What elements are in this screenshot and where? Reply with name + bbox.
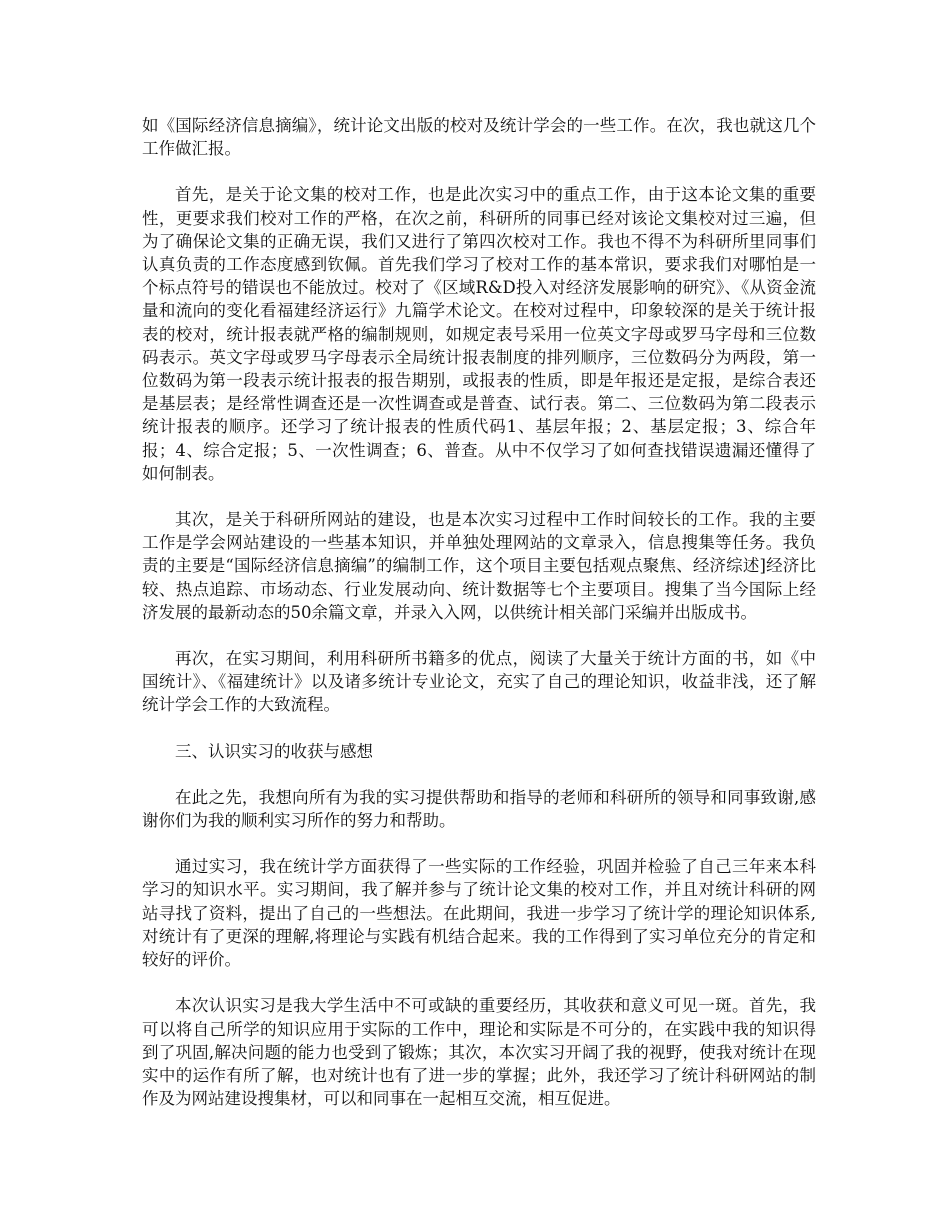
paragraph-reading: 再次，在实习期间，利用科研所书籍多的优点，阅读了大量关于统计方面的书，如《中国统计》、《福建统计》以及诸多统计专业论文，充实了自己的理论知识，收益非浅，还了解统计学会工作的大致流程。	[142, 649, 816, 715]
paragraph-proofreading: 首先，是关于论文集的校对工作，也是此次实习中的重点工作，由于这本论文集的重要性，更要求我们校对工作的严格，在次之前，科研所的同事已经对该论文集校对过三遍，但为了确保论文集的正确无误，我们又进行了第四次校对工作。我也不得不为科研所里同事们认真负责的工作态度感到钦佩。首先我们学习了校对工作的基本常识，要求我们对哪怕是一个标点符号的错误也不能放过。校对了《区域R&D投入对经济发展影响的研究》、《从资金流量和流向的变化看福建经济运行》九篇学术论文。在校对过程中，印象较深的是关于统计报表的校对，统计报表就严格的编制规则，如规定表号采用一位英文字母或罗马字母和三位数码表示。英文字母或罗马字母表示全局统计报表制度的排列顺序，三位数码分为两段，第一位数码为第一段表示统计报表的报告期别，或报表的性质，即是年报还是定报，是综合表还是基层表；是经常性调查还是一次性调查或是普查、试行表。第二、三位数码为第二段表示统计报表的顺序。还学习了统计报表的性质代码1、基层年报；2、基层定报；3、综合年报；4、综合定报；5、一次性调查；6、普查。从中不仅学习了如何查找错误遗漏还懂得了如何制表。	[142, 185, 816, 483]
paragraph-significance: 本次认识实习是我大学生活中不可或缺的重要经历，其收获和意义可见一斑。首先，我可以将自己所学的知识应用于实际的工作中，理论和实际是不可分的，在实践中我的知识得到了巩固,解决问题的能力也受到了锻炼；其次，本次实习开阔了我的视野，使我对统计在现实中的运作有所了解，也对统计也有了进一步的掌握；此外，我还学习了统计科研网站的制作及为网站建设搜集材，可以和同事在一起相互交流，相互促进。	[142, 996, 816, 1109]
section-heading: 三、认识实习的收获与感想	[175, 741, 373, 761]
document-body	[142, 114, 816, 1133]
paragraph-thanks: 在此之先，我想向所有为我的实习提供帮助和指导的老师和科研所的领导和同事致谢,感谢你们为我的顺利实习所作的努力和帮助。	[142, 787, 816, 831]
paragraph-experience: 通过实习，我在统计学方面获得了一些实际的工作经验，巩固并检验了自己三年来本科学习的知识水平。实习期间，我了解并参与了统计论文集的校对工作，并且对统计科研的网站寻找了资料，提出了自己的一些想法。在此期间，我进一步学习了统计学的理论知识体系,对统计有了更深的理解,将理论与实践有机结合起来。我的工作得到了实习单位充分的肯定和较好的评价。	[142, 857, 816, 970]
paragraph-website: 其次，是关于科研所网站的建设，也是本次实习过程中工作时间较长的工作。我的主要工作是学会网站建设的一些基本知识，并单独处理网站的文章录入，信息搜集等任务。我负责的主要是“国际经济信息摘编”的编制工作，这个项目主要包括观点聚焦、经济综述]经济比较、热点追踪、市场动态、行业发展动向、统计数据等七个主要项目。搜集了当今国际上经济发展的最新动态的50余篇文章，并录入入网，以供统计相关部门采编并出版成书。	[142, 510, 816, 622]
paragraph-continuation: 如《国际经济信息摘编》，统计论文出版的校对及统计学会的一些工作。在次，我也就这几个工作做汇报。	[142, 116, 816, 159]
